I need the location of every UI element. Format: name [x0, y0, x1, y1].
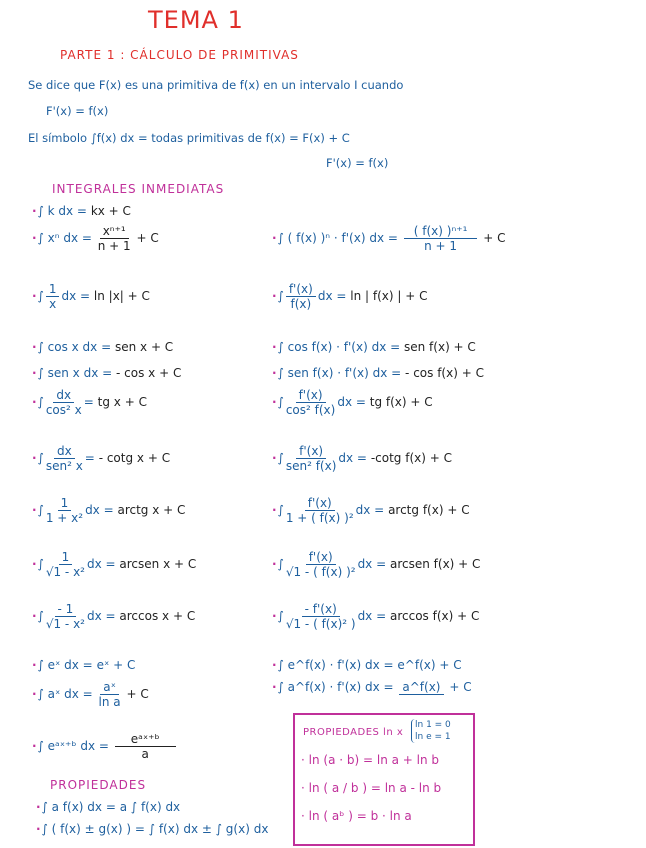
formula-rhs: eˣ + C	[96, 658, 136, 672]
numerator: dx	[53, 388, 74, 403]
denominator: sen² f(x)	[285, 459, 337, 473]
denominator: n + 1	[424, 239, 458, 253]
denominator: √1 - x²	[45, 565, 85, 579]
formula-lhs: dx =	[317, 289, 347, 303]
denominator: f(x)	[290, 297, 312, 311]
formula-arcsen: ·∫ $\frac{1}{\text{√1 - x²}}$ dx = arcsen x + C	[32, 550, 197, 579]
definition-line-3: El símbolo ∫f(x) dx = todas primitivas de f(x) = F(x) + C	[28, 131, 350, 145]
numerator: f'(x)	[286, 282, 316, 297]
property-item: ·∫ a f(x) dx = a ∫ f(x) dx	[36, 800, 181, 814]
formula-lhs: dx =	[86, 557, 116, 571]
formula-exp-chain: ·∫ e^f(x) · f'(x) dx = e^f(x) + C	[272, 658, 462, 672]
fraction	[286, 550, 356, 579]
formula-rhs: + C	[126, 687, 149, 701]
fraction	[286, 496, 354, 525]
denominator: n + 1	[97, 239, 131, 253]
formula-rhs: - cos f(x) + C	[405, 366, 484, 380]
formula-rhs: ln |x| + C	[93, 289, 150, 303]
formula-arctg-chain: ·∫ $\frac{f'(x)}{\text{1 + ( f(x) )²}}$ dx = arctg f(x) + C	[272, 496, 470, 525]
ln-property: · ln ( a / b ) = ln a - ln b	[301, 781, 442, 795]
numerator: aˣ	[100, 680, 119, 695]
formula-rhs: ln | f(x) | + C	[350, 289, 428, 303]
formula-rhs: - cos x + C	[116, 366, 182, 380]
formula-lhs: ∫ eˣ dx =	[37, 658, 93, 672]
fraction	[286, 602, 356, 631]
ln-properties-box	[293, 713, 475, 846]
formula-power-chain: ·∫ ( f(x) )ⁿ · f'(x) dx = $\frac{\text{( f(x) )ⁿ⁺¹}}{n + 1}$ + C	[272, 224, 506, 253]
fraction	[399, 680, 443, 695]
formula-rhs: tg f(x) + C	[369, 395, 433, 409]
ln-property-text: ln (a · b) = ln a + ln b	[308, 753, 440, 767]
formula-lhs: dx =	[85, 503, 114, 517]
formula-lhs: ∫ cos f(x) · f'(x) dx =	[277, 340, 401, 354]
formula-cotg: ·∫ $\frac{dx}{\text{sen² x}}$ = - cotg x + C	[32, 444, 171, 473]
formula-rhs: arccos f(x) + C	[389, 609, 480, 623]
denominator: x	[49, 297, 57, 311]
formula-lhs: =	[84, 451, 95, 465]
formula-lhs: dx =	[337, 395, 366, 409]
formula-lhs: ∫ sen f(x) · f'(x) dx =	[277, 366, 402, 380]
fraction	[286, 444, 337, 473]
formula-lhs: ∫ aˣ dx =	[37, 687, 93, 701]
fraction	[46, 444, 83, 473]
fraction	[99, 680, 121, 709]
formula-lhs: ∫ cos x dx =	[37, 340, 112, 354]
formula-rhs: kx + C	[90, 204, 131, 218]
denominator: cos² f(x)	[285, 403, 336, 417]
denominator: ln a	[98, 695, 121, 709]
denominator: √1 - ( f(x)² )	[285, 617, 356, 631]
ln-property: · ln (a · b) = ln a + ln b	[301, 753, 440, 767]
numerator: 1	[59, 550, 73, 565]
formula-lhs: dx =	[357, 557, 387, 571]
denominator: sen² x	[45, 459, 83, 473]
formula-rhs: tg x + C	[97, 395, 147, 409]
formula-lhs: dx =	[355, 503, 385, 517]
formula-arcsen-chain: ·∫ $\frac{f'(x)}{\text{√1 - ( f(x) )²}}$ dx = arcsen f(x) + C	[272, 550, 481, 579]
page-title: TEMA 1	[148, 6, 244, 34]
formula-exp-a: ·∫ aˣ dx = $\frac{\text{aˣ}}{\text{ln a}}$ + C	[32, 680, 149, 709]
formula-tg-chain: ·∫ $\frac{f'(x)}{\text{cos² f(x)}}$ dx = tg f(x) + C	[272, 388, 433, 417]
numerator: 1	[46, 282, 60, 297]
numerator: eᵃˣ⁺ᵇ	[115, 732, 176, 747]
formula-lhs: ∫ sen x dx =	[37, 366, 113, 380]
formula-lhs: dx =	[61, 289, 91, 303]
denominator: √1 - x²	[45, 617, 85, 631]
formula-exp-a-chain: ·∫ a^f(x) · f'(x) dx = a^f(x) + C	[272, 680, 472, 694]
formula-reciprocal: ·∫ $\frac{1}{x}$ dx = ln |x| + C	[32, 282, 150, 311]
formula-lhs: ∫ eᵃˣ⁺ᵇ dx =	[37, 739, 109, 753]
formula-rhs: + C	[449, 680, 472, 694]
numerator: f'(x)	[306, 550, 336, 565]
formula-arccos-chain: ·∫ $\frac{- f'(x)}{\text{√1 - ( f(x)² )}}$ dx = arccos f(x) + C	[272, 602, 480, 631]
formula-rhs: sen f(x) + C	[404, 340, 476, 354]
formula-lhs: =	[83, 395, 94, 409]
formula-lhs: dx =	[338, 451, 367, 465]
formula-power: ·∫ xⁿ dx = $\frac{\text{xⁿ⁺¹}}{n + 1}$ + C	[32, 224, 159, 253]
fraction	[286, 282, 316, 311]
formula-cotg-chain: ·∫ $\frac{f'(x)}{\text{sen² f(x)}}$ dx = -cotg f(x) + C	[272, 444, 452, 473]
section-title: INTEGRALES INMEDIATAS	[52, 182, 225, 196]
ln-property-text: ln ( aᵇ ) = b · ln a	[308, 809, 412, 823]
formula-sen: ·∫ sen x dx = - cos x + C	[32, 366, 182, 380]
fraction	[286, 388, 336, 417]
formula-lhs: ∫ k dx =	[37, 204, 87, 218]
fraction	[46, 550, 85, 579]
property-text: ∫ ( f(x) ± g(x) ) = ∫ f(x) dx ± ∫ g(x) dx	[41, 822, 269, 836]
formula-rhs: sen x + C	[114, 340, 174, 354]
formula-tg: ·∫ $\frac{dx}{\text{cos² x}}$ = tg x + C	[32, 388, 147, 417]
definition-line-2: F'(x) = f(x)	[46, 104, 109, 118]
formula-rhs: + C	[136, 231, 159, 245]
formula-constant: ·∫ k dx = kx + C	[32, 204, 131, 218]
denominator: √1 - ( f(x) )²	[285, 565, 356, 579]
denominator: 1 + x²	[45, 511, 84, 525]
ln-brace-values	[411, 719, 451, 743]
numerator: - 1	[55, 602, 77, 617]
fraction	[46, 496, 83, 525]
numerator: - f'(x)	[302, 602, 340, 617]
denominator: cos² x	[45, 403, 82, 417]
numerator: a^f(x)	[399, 680, 443, 695]
formula-arctg: ·∫ $\frac{1}{\text{1 + x²}}$ dx = arctg x + C	[32, 496, 186, 525]
formula-rhs: arcsen f(x) + C	[389, 557, 481, 571]
formula-rhs: arctg x + C	[117, 503, 186, 517]
fraction	[115, 732, 176, 761]
ln-brace-line: ln 1 = 0	[415, 720, 451, 730]
numerator: dx	[54, 444, 75, 459]
formula-rhs: -cotg f(x) + C	[370, 451, 452, 465]
part-heading: PARTE 1 : CÁLCULO DE PRIMITIVAS	[60, 48, 299, 62]
ln-box-title: PROPIEDADES ln x	[303, 727, 404, 738]
numerator: 1	[58, 496, 72, 511]
formula-lhs: dx =	[357, 609, 387, 623]
formula-rhs: arcsen x + C	[119, 557, 197, 571]
numerator: ( f(x) )ⁿ⁺¹	[404, 224, 478, 239]
definition-line-1: Se dice que F(x) es una primitiva de f(x) en un intervalo I cuando	[28, 78, 404, 92]
formula-exp: ·∫ eˣ dx = eˣ + C	[32, 658, 136, 672]
property-text: ∫ a f(x) dx = a ∫ f(x) dx	[41, 800, 181, 814]
formula-rhs: e^f(x) + C	[397, 658, 462, 672]
fraction	[404, 224, 478, 253]
formula-lhs: ∫ ( f(x) )ⁿ · f'(x) dx =	[277, 231, 398, 245]
fraction	[46, 282, 60, 311]
denominator: 1 + ( f(x) )²	[285, 511, 354, 525]
numerator: f'(x)	[296, 444, 326, 459]
ln-property: · ln ( aᵇ ) = b · ln a	[301, 809, 412, 823]
formula-cos-chain: ·∫ cos f(x) · f'(x) dx = sen f(x) + C	[272, 340, 476, 354]
property-item: ·∫ ( f(x) ± g(x) ) = ∫ f(x) dx ± ∫ g(x) dx	[36, 822, 269, 836]
formula-lhs: ∫ xⁿ dx =	[37, 231, 92, 245]
formula-arccos: ·∫ $\frac{- 1}{\text{√1 - x²}}$ dx = arccos x + C	[32, 602, 196, 631]
formula-sen-chain: ·∫ sen f(x) · f'(x) dx = - cos f(x) + C	[272, 366, 484, 380]
fraction	[98, 224, 131, 253]
fraction	[46, 602, 85, 631]
formula-cos: ·∫ cos x dx = sen x + C	[32, 340, 174, 354]
formula-lhs: ∫ a^f(x) · f'(x) dx =	[277, 680, 394, 694]
formula-rhs: - cotg x + C	[98, 451, 171, 465]
denominator: a	[141, 747, 149, 761]
definition-line-4: F'(x) = f(x)	[326, 156, 389, 170]
ln-brace-line: ln e = 1	[415, 732, 451, 742]
formula-rhs: + C	[483, 231, 506, 245]
formula-log-chain: ·∫ $\frac{f'(x)}{f(x)}$ dx = ln | f(x) | + C	[272, 282, 428, 311]
formula-lhs: dx =	[86, 609, 116, 623]
properties-title: PROPIEDADES	[50, 778, 147, 792]
fraction	[46, 388, 82, 417]
numerator: xⁿ⁺¹	[100, 224, 129, 239]
formula-lhs: ∫ e^f(x) · f'(x) dx =	[277, 658, 394, 672]
formula-rhs: arccos x + C	[119, 609, 196, 623]
numerator: f'(x)	[296, 388, 326, 403]
numerator: f'(x)	[305, 496, 335, 511]
ln-property-text: ln ( a / b ) = ln a - ln b	[308, 781, 442, 795]
formula-exp-linear: ·∫ eᵃˣ⁺ᵇ dx = $\frac{\text{eᵃˣ⁺ᵇ}}{a}$	[32, 732, 178, 761]
formula-rhs: arctg f(x) + C	[388, 503, 470, 517]
